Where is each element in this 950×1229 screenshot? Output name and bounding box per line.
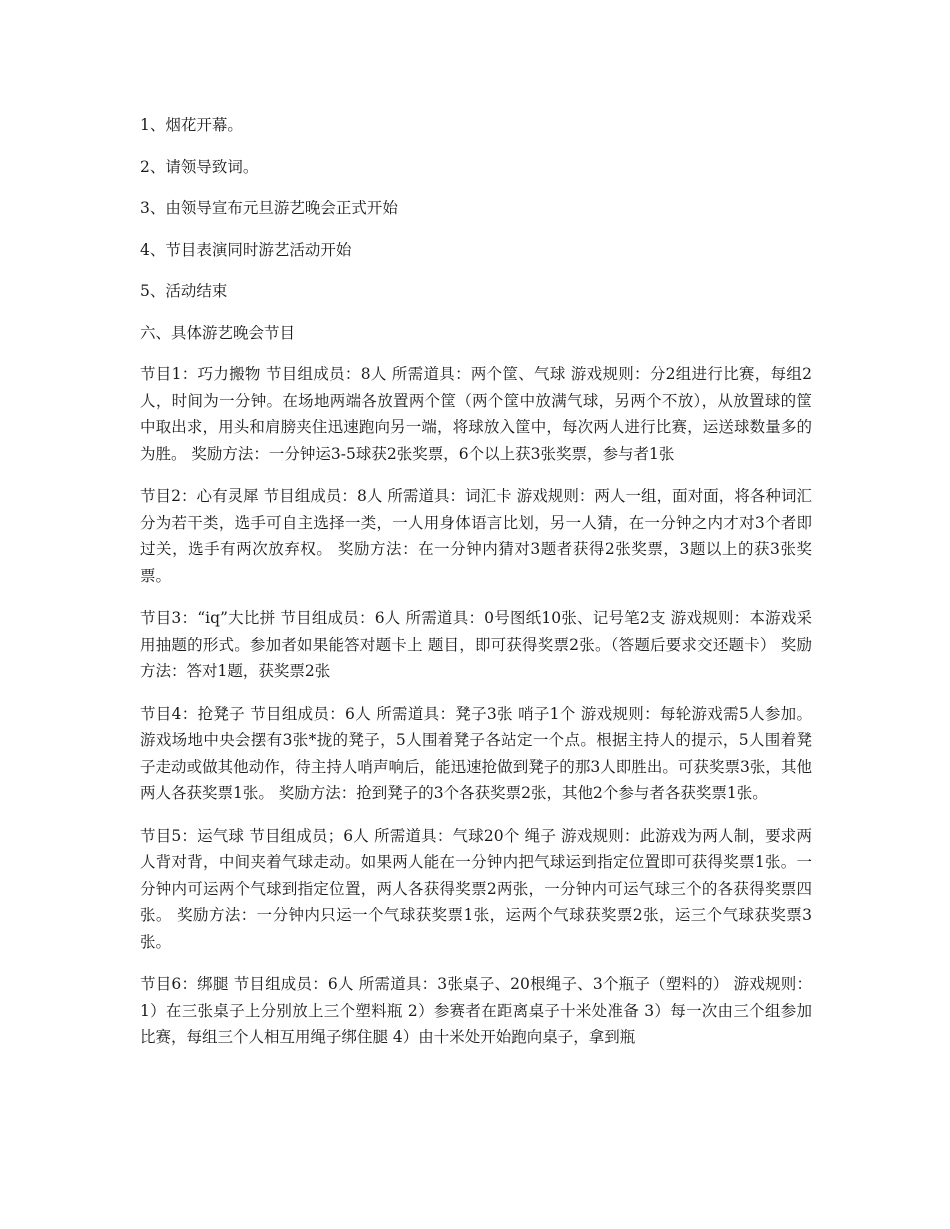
agenda-item-5: 5、活动结束 — [140, 282, 228, 300]
program-paragraph-3: 节目3：“iq”大比拼 节目组成员：6人 所需道具：0号图纸10张、记号笔2支 游戏规则：本游戏采用抽题的形式。参加者如果能答对题卡上 题目，即可获得奖票2张。（答题后要求交还题卡） 奖励方法：答对1题，获奖票2张 — [140, 609, 813, 680]
program-paragraph-2: 节目2：心有灵犀 节目组成员：8人 所需道具：词汇卡 游戏规则：两人一组，面对面，将各种词汇分为若干类，选手可自主选择一类，一人用身体语言比划，另一人猜，在一分钟之内才对3个者即过关，选手有两次放弃权。 奖励方法：在一分钟内猜对3题者获得2张奖票，3题以上的获3张奖票。 — [140, 487, 812, 585]
program-paragraph-5: 节目5：运气球 节目组成员；6人 所需道具：气球20个 绳子 游戏规则：此游戏为两人制，要求两人背对背，中间夹着气球走动。如果两人能在一分钟内把气球运到指定位置即可获得奖票1张。一分钟内可运两个气球到指定位置，两人各获得奖票2两张，一分钟内可运气球三个的各获得奖票四张。 奖励方法：一分钟内只运一个气球获奖票1张，运两个气球获奖票2张，运三个气球获奖票3张。 — [140, 826, 812, 951]
agenda-item-3: 3、由领导宣布元旦游艺晚会正式开始 — [140, 199, 398, 217]
agenda-item-4: 4、节目表演同时游艺活动开始 — [140, 240, 352, 259]
program-paragraph-1: 节目1：巧力搬物 节目组成员：8人 所需道具：两个筐、气球 游戏规则：分2组进行比赛，每组2人，时间为一分钟。在场地两端各放置两个筐（两个筐中放满气球，另两个不放），从放置球的筐中取出求，用头和肩膀夹住迅速跑向另一端，将球放入筐中，每次两人进行比赛，运送球数量多的为胜。 奖励方法：一分钟运3-5球获2张奖票，6个以上获3张奖票，参与者1张 — [140, 365, 812, 463]
document-body — [140, 112, 812, 1067]
agenda-item-2: 2、请领导致词。 — [140, 157, 259, 176]
agenda-item-1: 1、烟花开幕。 — [140, 116, 243, 134]
program-paragraph-4: 节目4：抢凳子 节目组成员：6人 所需道具：凳子3张 哨子1个 游戏规则：每轮游戏需5人参加。游戏场地中央会摆有3张*拢的凳子，5人围着凳子各站定一个点。根据主持人的提示，5人围着凳子走动或做其他动作，待主持人哨声响后，能迅速抢做到凳子的那3人即胜出。可获奖票3张，其他两人各获奖票1张。 奖励方法：抢到凳子的3个各获奖票2张，其他2个参与者各获奖票1张。 — [140, 704, 812, 802]
section-heading: 六、具体游艺晚会节目 — [140, 323, 296, 342]
program-paragraph-6: 节目6：绑腿 节目组成员：6人 所需道具：3张桌子、20根绳子、3个瓶子（塑料的） 游戏规则：1）在三张桌子上分别放上三个塑料瓶 2）参赛者在距离桌子十米处准备 3）每一次由三个组参加比赛，每组三个人相互用绳子绑住腿 4）由十米处开始跑向桌子，拿到瓶 — [140, 975, 812, 1046]
